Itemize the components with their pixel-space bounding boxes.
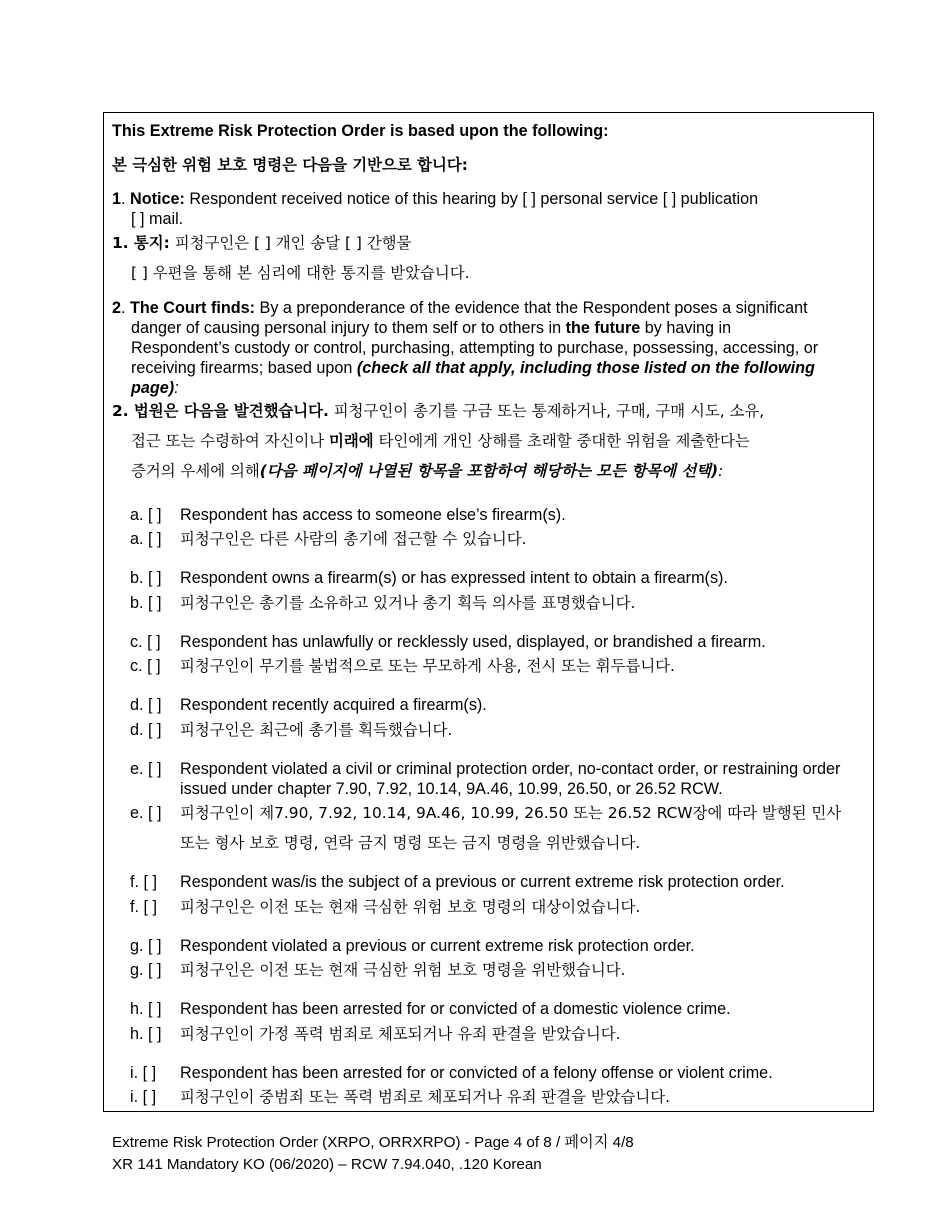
findings-line-3: Respondent’s custody or control, purchasing, attempting to purchase, possessing, accessing, or <box>131 339 819 357</box>
item-d-en: Respondent recently acquired a firearm(s). <box>180 696 487 714</box>
item-a-ko: 피청구인은 다른 사람의 총기에 접근할 수 있습니다. <box>180 530 527 548</box>
item-a-checkbox[interactable]: a. [ ] <box>130 506 162 524</box>
notice-label: Notice: <box>130 190 185 208</box>
item-a-ko-checkbox[interactable]: a. [ ] <box>130 530 162 548</box>
findings-ko-text-2c: 타인에게 개인 상해를 초래할 중대한 위험을 제출한다는 <box>373 432 750 450</box>
item-g-ko-checkbox[interactable]: g. [ ] <box>130 961 162 979</box>
notice-number: 1 <box>112 190 122 208</box>
item-c-checkbox[interactable]: c. [ ] <box>130 633 161 651</box>
item-f-checkbox[interactable]: f. [ ] <box>130 873 157 891</box>
item-f-en: Respondent was/is the subject of a previous or current extreme risk protection order. <box>180 873 785 891</box>
item-e-en-cont: issued under chapter 7.90, 7.92, 10.14, 9A.46, 10.99, 26.50, or 26.52 RCW. <box>180 780 723 798</box>
item-b-ko: 피청구인은 총기를 소유하고 있거나 총기 획득 의사를 표명했습니다. <box>180 594 636 612</box>
item-i-en: Respondent has been arrested for or convicted of a felony offense or violent crime. <box>180 1064 773 1082</box>
item-e-ko: 피청구인이 제7.90, 7.92, 10.14, 9A.46, 10.99, 26.50 또는 26.52 RCW장에 따라 발행된 민사 <box>180 804 842 822</box>
findings-ko-colon: : <box>718 462 724 480</box>
item-i-checkbox[interactable]: i. [ ] <box>130 1064 157 1082</box>
findings-text-1: By a preponderance of the evidence that the Respondent poses a significant <box>259 299 808 317</box>
item-c-ko: 피청구인이 무기를 불법적으로 또는 무모하게 사용, 전시 또는 휘두릅니다. <box>180 657 675 675</box>
notice-ko-label: 1. 통지: <box>112 234 170 252</box>
notice-ko <box>112 233 411 253</box>
item-c-en: Respondent has unlawfully or recklessly used, displayed, or brandished a firearm. <box>180 633 766 651</box>
item-e-en: Respondent violated a civil or criminal protection order, no-contact order, or restraining order <box>180 760 841 778</box>
findings-ko-text-3a: 증거의 우세에 의해 <box>131 462 260 480</box>
footer-line-2: XR 141 Mandatory KO (06/2020) – RCW 7.94.040, .120 Korean <box>112 1156 542 1173</box>
item-g-en: Respondent violated a previous or current extreme risk protection order. <box>180 937 695 955</box>
item-e-checkbox[interactable]: e. [ ] <box>130 760 162 778</box>
findings-ko-line-3 <box>131 461 723 481</box>
item-i-ko-checkbox[interactable]: i. [ ] <box>130 1088 157 1106</box>
item-b-en: Respondent owns a firearm(s) or has expressed intent to obtain a firearm(s). <box>180 569 728 587</box>
findings-ko-future: 미래에 <box>328 432 374 450</box>
item-h-checkbox[interactable]: h. [ ] <box>130 1000 162 1018</box>
footer-line-1: Extreme Risk Protection Order (XRPO, ORRXRPO) - Page 4 of 8 / 페이지 4/8 <box>112 1134 634 1151</box>
findings-ko-line-2 <box>131 431 750 451</box>
item-b-checkbox[interactable]: b. [ ] <box>130 569 162 587</box>
findings-text-2a: danger of causing personal injury to them self or to others in <box>131 319 566 337</box>
findings-text-2c: by having in <box>640 319 732 337</box>
findings-ko-text-1: 피청구인이 총기를 구금 또는 통제하거나, 구매, 구매 시도, 소유, <box>333 402 765 420</box>
item-d-ko: 피청구인은 최근에 총기를 획득했습니다. <box>180 721 453 739</box>
findings-check-instruction: (check all that apply, including those listed on the following <box>356 359 815 377</box>
findings-the-future: the future <box>565 319 641 337</box>
findings-line-1: 2. The Court finds: By a preponderance of the evidence that the Respondent poses a significant <box>112 299 808 317</box>
notice-text-cont: [ ] mail. <box>131 210 184 228</box>
item-g-checkbox[interactable]: g. [ ] <box>130 937 162 955</box>
item-f-ko: 피청구인은 이전 또는 현재 극심한 위험 보호 명령의 대상이었습니다. <box>180 898 641 916</box>
item-c-ko-checkbox[interactable]: c. [ ] <box>130 657 161 675</box>
findings-line-4 <box>131 358 815 378</box>
notice-paragraph: 1. Notice: Respondent received notice of this hearing by [ ] personal service [ ] publication <box>112 190 759 208</box>
item-e-ko-cont: 또는 형사 보호 명령, 연락 금지 명령 또는 금지 명령을 위반했습니다. <box>180 834 641 852</box>
notice-text: Respondent received notice of this hearing by [ ] personal service [ ] publication <box>189 190 759 208</box>
findings-ko-line-1 <box>112 401 764 421</box>
item-h-en: Respondent has been arrested for or convicted of a domestic violence crime. <box>180 1000 731 1018</box>
item-d-checkbox[interactable]: d. [ ] <box>130 696 162 714</box>
findings-ko-text-2a: 접근 또는 수령하여 자신이나 <box>131 432 329 450</box>
findings-line-2 <box>131 318 731 338</box>
item-b-ko-checkbox[interactable]: b. [ ] <box>130 594 162 612</box>
item-i-ko: 피청구인이 중범죄 또는 폭력 범죄로 체포되거나 유죄 판결을 받았습니다. <box>180 1088 671 1106</box>
heading-ko: 본 극심한 위험 보호 명령은 다음을 기반으로 합니다: <box>112 156 468 174</box>
item-e-ko-checkbox[interactable]: e. [ ] <box>130 804 162 822</box>
findings-colon: : <box>174 379 179 397</box>
findings-page: page) <box>131 379 175 397</box>
item-h-ko: 피청구인이 가정 폭력 범죄로 체포되거나 유죄 판결을 받았습니다. <box>180 1025 621 1043</box>
notice-ko-cont: [ ] 우편을 통해 본 심리에 대한 통지를 받았습니다. <box>131 264 470 282</box>
findings-text-4a: receiving firearms; based upon <box>131 359 357 377</box>
notice-ko-text: 피청구인은 [ ] 개인 송달 [ ] 간행물 <box>174 234 412 252</box>
findings-line-5 <box>131 378 179 398</box>
findings-number: 2 <box>112 299 122 317</box>
heading-en: This Extreme Risk Protection Order is based upon the following: <box>112 122 609 140</box>
item-a-en: Respondent has access to someone else’s firearm(s). <box>180 506 566 524</box>
item-g-ko: 피청구인은 이전 또는 현재 극심한 위험 보호 명령을 위반했습니다. <box>180 961 626 979</box>
findings-ko-instruction: (다음 페이지에 나열된 항목을 포함하여 해당하는 모든 항목에 선택) <box>259 462 719 480</box>
findings-label: The Court finds: <box>130 299 256 317</box>
item-h-ko-checkbox[interactable]: h. [ ] <box>130 1025 162 1043</box>
findings-ko-label: 2. 법원은 다음을 발견했습니다. <box>112 402 329 420</box>
item-f-ko-checkbox[interactable]: f. [ ] <box>130 898 157 916</box>
item-d-ko-checkbox[interactable]: d. [ ] <box>130 721 162 739</box>
